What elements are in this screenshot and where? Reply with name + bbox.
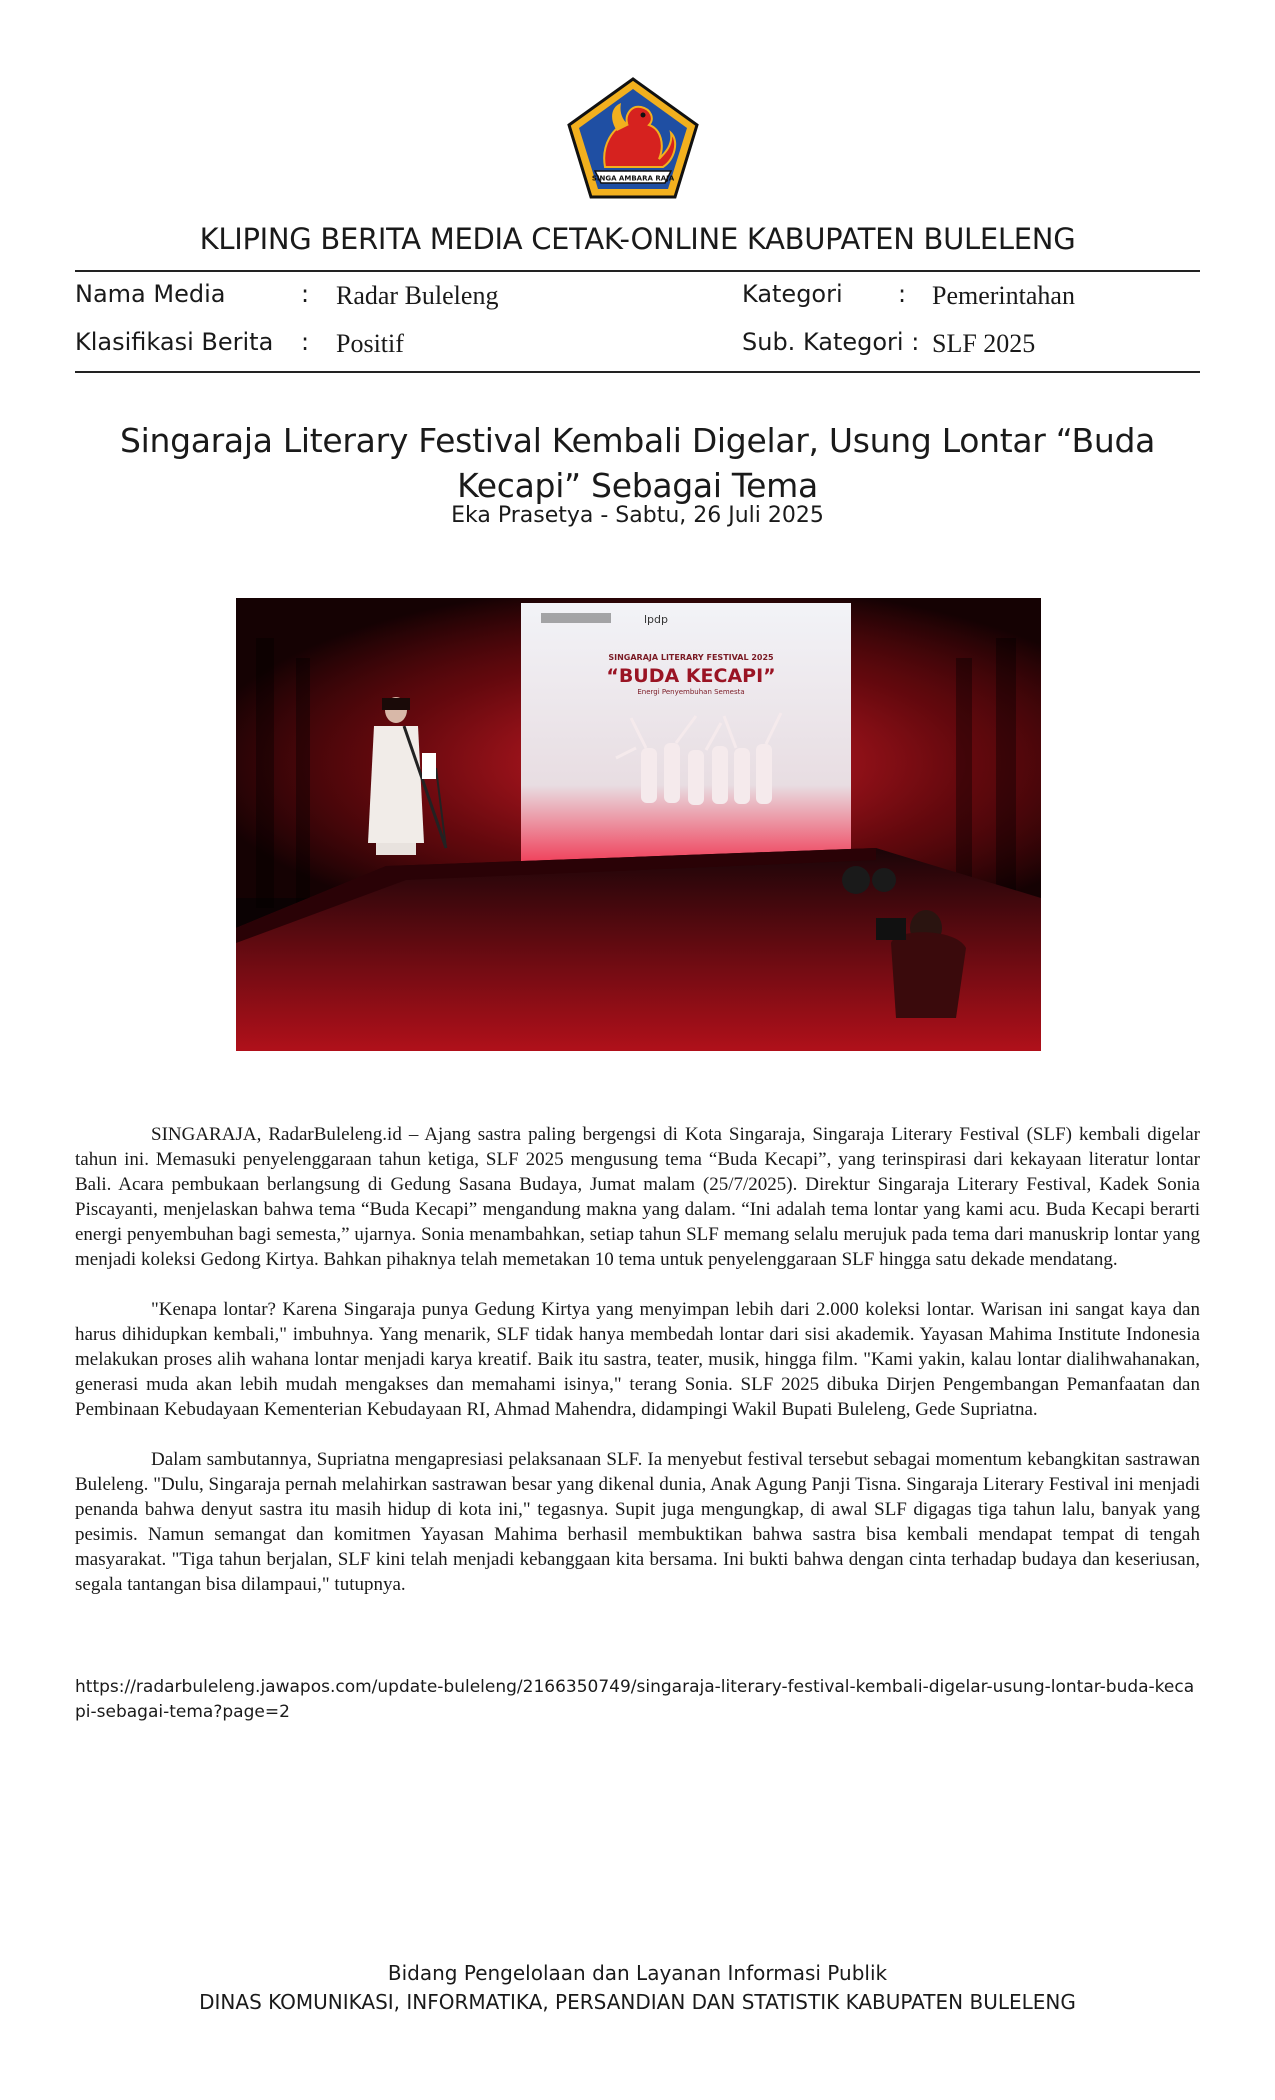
- klasifikasi-value: Positif: [336, 329, 404, 358]
- kategori-colon: :: [898, 280, 907, 308]
- footer-agency: DINAS KOMUNIKASI, INFORMATIKA, PERSANDIAN DAN STATISTIK KABUPATEN BULELENG: [199, 1990, 1076, 2014]
- sub-kategori-label: Sub. Kategori :: [742, 328, 920, 356]
- klasifikasi-colon: :: [301, 328, 310, 356]
- header-rule-top: [75, 270, 1200, 272]
- screen-sponsor-text: lpdp: [644, 613, 669, 626]
- sub-kategori-value: SLF 2025: [932, 329, 1036, 358]
- screen-sub-text: Energi Penyembuhan Semesta: [637, 688, 745, 696]
- nama-media-colon: :: [301, 280, 310, 308]
- klasifikasi-label: Klasifikasi Berita: [75, 328, 274, 356]
- article-paragraph: Dalam sambutannya, Supriatna mengapresiasi pelaksanaan SLF. Ia menyebut festival tersebut sebagai momentum kebangkitan sastrawan Buleleng. "Dulu, Singaraja pernah melahirkan sastrawan besar yang dikenal dunia, Anak Agung Panji Tisna. Singaraja Literary Festival ini menjadi penanda bahwa denyut sastra itu masih hidup di kota ini," tegasnya. Supit juga mengungkap, di awal SLF digagas tiga tahun lalu, banyak yang pesimis. Namun semangat dan komitmen Yayasan Mahima berhasil membuktikan bahwa sastra bisa kembali mendapat tempat di tengah masyarakat. "Tiga tahun berjalan, SLF kini telah menjadi kebanggaan kita bersama. Ini bukti bahwa dengan cinta terhadap budaya dan keseriusan, segala tantangan bisa dilampaui," tutupnya.: [75, 1449, 1200, 1595]
- footer-division: Bidang Pengelolaan dan Layanan Informasi Publik: [387, 1961, 888, 1985]
- article-byline: Eka Prasetya - Sabtu, 26 Juli 2025: [451, 503, 824, 528]
- logo-motto: SINGA AMBARA RAJA: [591, 174, 675, 183]
- kategori-value: Pemerintahan: [932, 281, 1075, 310]
- article-body: [75, 1122, 1200, 1622]
- article-paragraph: "Kenapa lontar? Karena Singaraja punya Gedung Kirtya yang menyimpan lebih dari 2.000 koleksi lontar. Warisan ini sangat kaya dan harus dihidupkan kembali," imbuhnya. Yang menarik, SLF tidak hanya membedah lontar dari sisi akademik. Yayasan Mahima Institute Indonesia melakukan proses alih wahana lontar menjadi karya kreatif. Baik itu sastra, teater, musik, hingga film. "Kami yakin, kalau lontar dialihwahanakan, generasi muda akan lebih mudah mengakses dan memahami isinya," terang Sonia. SLF 2025 dibuka Dirjen Pengembangan Pemanfaatan dan Pembinaan Kebudayaan Kementerian Kebudayaan RI, Ahmad Mahendra, didampingi Wakil Bupati Buleleng, Gede Supriatna.: [75, 1299, 1200, 1420]
- kategori-label: Kategori: [742, 280, 843, 308]
- header-rule-bottom: [75, 371, 1200, 373]
- nama-media-value: Radar Buleleng: [336, 281, 499, 310]
- pemkab-buleleng-logo: [565, 75, 701, 201]
- article-photo: [236, 598, 1041, 1051]
- screen-festival-text: SINGARAJA LITERARY FESTIVAL 2025: [608, 653, 774, 662]
- source-url-link[interactable]: https://radarbuleleng.jawapos.com/update-buleleng/2166350749/singaraja-literary-festival-kembali-digelar-usung-lontar-buda-kecapi-sebagai-tema?page=2: [75, 1677, 1195, 1722]
- clipping-title: KLIPING BERITA MEDIA CETAK-ONLINE KABUPATEN BULELENG: [199, 222, 1076, 256]
- article-headline: Singaraja Literary Festival Kembali Digelar, Usung Lontar “Buda Kecapi” Sebagai Tema: [119, 421, 1156, 505]
- nama-media-label: Nama Media: [75, 280, 226, 308]
- screen-theme-text: “BUDA KECAPI”: [606, 665, 776, 687]
- article-paragraph: SINGARAJA, RadarBuleleng.id – Ajang sastra paling bergengsi di Kota Singaraja, Singaraja Literary Festival (SLF) kembali digelar tahun ini. Memasuki penyelenggaraan tahun ketiga, SLF 2025 mengusung tema “Buda Kecapi”, yang terinspirasi dari kekayaan literatur lontar Bali. Acara pembukaan berlangsung di Gedung Sasana Budaya, Jumat malam (25/7/2025). Direktur Singaraja Literary Festival, Kadek Sonia Piscayanti, menjelaskan bahwa tema “Buda Kecapi” mengandung makna yang dalam. “Ini adalah tema lontar yang kami acu. Buda Kecapi berarti energi penyembuhan bagi semesta,” ujarnya. Sonia menambahkan, setiap tahun SLF memang selalu merujuk pada tema dari manuskrip lontar yang menjadi koleksi Gedong Kirtya. Bahkan pihaknya telah memetakan 10 tema untuk penyelenggaraan SLF hingga satu dekade mendatang.: [75, 1124, 1200, 1270]
